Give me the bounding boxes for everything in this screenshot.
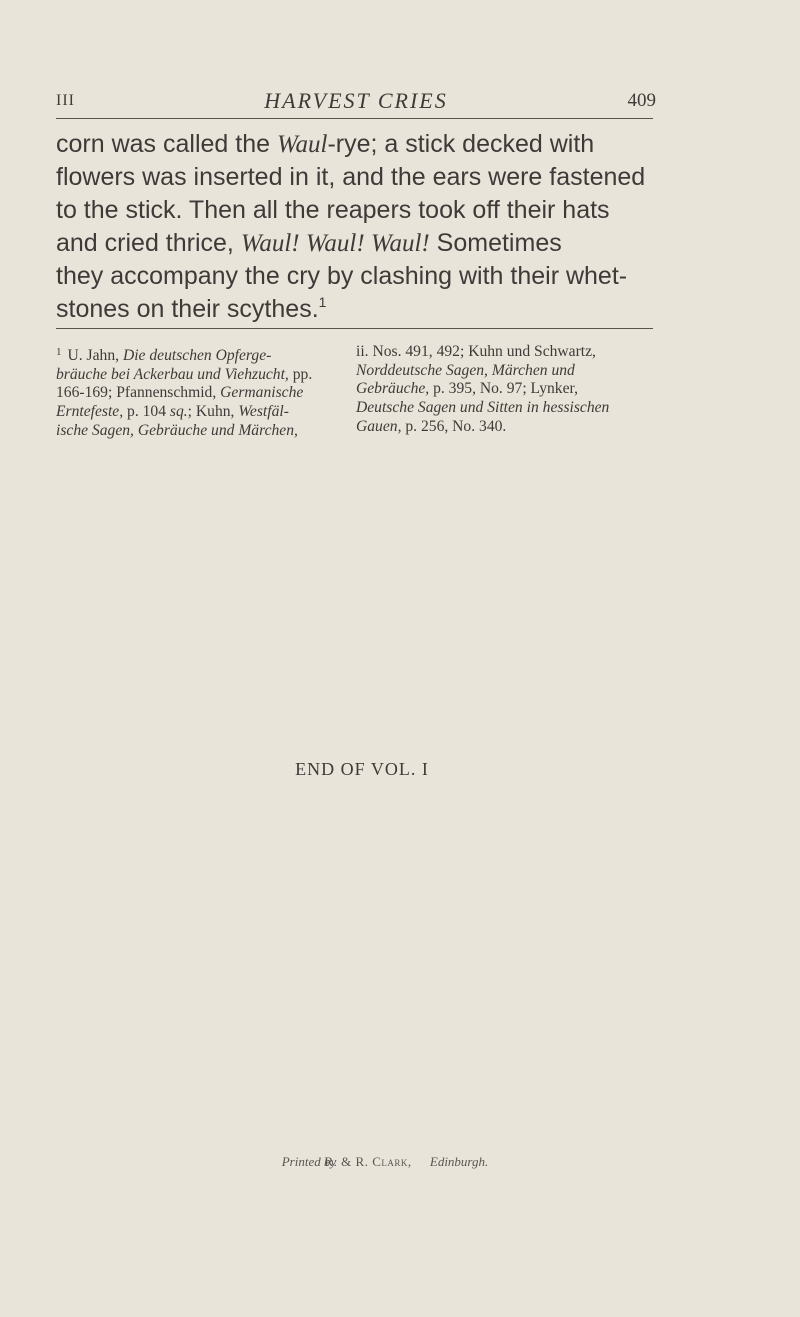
footnote-reference: 1 <box>318 294 327 310</box>
main-paragraph <box>56 128 666 326</box>
footnote-italic: Gebräuche, <box>356 380 430 398</box>
body-line <box>56 128 666 161</box>
footnote-line <box>356 399 656 418</box>
running-title: HARVEST CRIES <box>264 88 448 113</box>
body-italic-segment: Waul <box>276 131 328 158</box>
footnote-italic: Die deutschen Opferge- <box>122 347 272 364</box>
footnote-line <box>56 422 346 441</box>
page-number: 409 <box>627 90 656 111</box>
footnote-text: pp. <box>288 365 313 383</box>
footnote-column-left <box>56 343 346 441</box>
body-text-segment: stones on their scythes. <box>56 295 319 323</box>
footnote-text: ; Kuhn, <box>187 403 239 421</box>
footnote-line <box>56 403 346 422</box>
footnote-italic: Deutsche Sagen und Sitten in hessischen <box>356 399 610 417</box>
footnote-text: U. Jahn, <box>67 347 123 364</box>
body-text-segment: corn was called the <box>56 130 277 158</box>
footnote-rule <box>56 328 653 329</box>
imprint-city: Edinburgh. <box>429 1154 489 1169</box>
body-line: to the stick. Then all the reapers took off their hats <box>56 196 610 224</box>
footnote-italic: Germanische <box>220 384 304 402</box>
footnote-column-right <box>356 343 656 437</box>
page-header <box>56 88 656 118</box>
imprint-printed-by: Printed by <box>281 1154 337 1169</box>
footnote-italic: sq. <box>169 403 188 421</box>
imprint-printer: R. & R. Clark, <box>324 1154 412 1169</box>
footnote-italic: Westfäl- <box>238 403 289 421</box>
body-text-segment: Sometimes <box>429 229 562 257</box>
footnote-italic: bräuche bei Ackerbau und Viehzucht, <box>56 365 289 383</box>
footnote-text: p. 104 <box>123 403 170 421</box>
footnote-italic: Erntefeste, <box>56 403 124 421</box>
body-line <box>56 293 666 326</box>
footnote-italic: Gauen, <box>356 417 402 435</box>
header-rule <box>56 118 653 119</box>
footnote-text: p. 256, No. 340. <box>401 417 507 435</box>
footnote-marker: 1 <box>56 346 62 358</box>
chapter-number: III <box>56 92 75 109</box>
footnote-line <box>56 366 346 385</box>
footnote-line <box>356 418 656 437</box>
end-of-volume <box>0 759 800 780</box>
body-text-segment: -rye; a stick decked with <box>327 130 595 158</box>
body-italic-segment: Waul! Waul! Waul! <box>240 230 430 257</box>
imprint-line <box>282 1154 489 1169</box>
footnote-line <box>356 362 656 381</box>
footnote-line <box>56 384 346 403</box>
body-line <box>56 227 666 260</box>
footnote-text: 166-169; Pfannenschmid, <box>56 384 221 402</box>
footnote-italic: ische Sagen, Gebräuche und Märchen, <box>56 421 298 439</box>
footnote-line <box>356 380 656 399</box>
footnote-text: p. 395, No. 97; Lynker, <box>429 380 578 398</box>
body-text-segment: and cried thrice, <box>56 229 241 257</box>
footnote-line: ii. Nos. 491, 492; Kuhn und Schwartz, <box>356 343 596 360</box>
body-line: flowers was inserted in it, and the ears were fastened <box>56 163 646 191</box>
body-line: they accompany the cry by clashing with their whet- <box>56 262 628 290</box>
end-of-volume-text: END OF VOL. I <box>295 759 429 779</box>
printer-imprint <box>0 1154 800 1170</box>
footnote-italic: Norddeutsche Sagen, Märchen und <box>356 361 575 379</box>
footnote-line <box>56 343 346 366</box>
